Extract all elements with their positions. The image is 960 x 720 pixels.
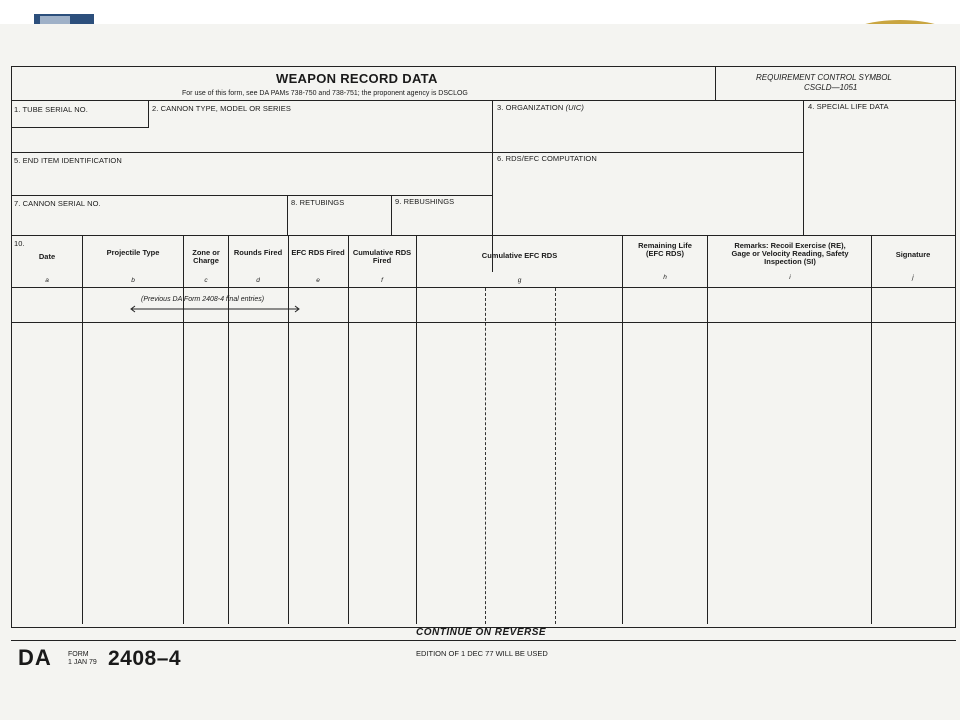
field-retubings: 8. RETUBINGS xyxy=(291,198,345,207)
col-letter-c: c xyxy=(204,277,208,284)
col-letter-g: g xyxy=(517,277,522,284)
header-divider xyxy=(715,66,716,100)
row1-div-a xyxy=(148,100,149,127)
col-header-remaining-life: Remaining Life (EFC RDS) xyxy=(638,241,692,258)
field-tube-serial: 1. TUBE SERIAL NO. xyxy=(14,105,88,114)
col-letter-f: f xyxy=(381,277,383,284)
form-subtitle: For use of this form, see DA PAMs 738-750 and 738-751; the proponent agency is DSCLOG xyxy=(182,90,468,97)
col-header-projectile-type: Projectile Type xyxy=(106,248,160,257)
form-word-label: FORM xyxy=(68,651,89,658)
edition-note: EDITION OF 1 DEC 77 WILL BE USED xyxy=(416,649,548,658)
field-cannon-serial: 7. CANNON SERIAL NO. xyxy=(14,199,101,208)
col-div-2 xyxy=(183,235,184,624)
form-frame xyxy=(11,66,956,628)
col-letter-i: i xyxy=(789,274,791,281)
col-header-efc-rds-fired: EFC RDS Fired xyxy=(291,248,345,257)
row1-div-b xyxy=(492,100,493,272)
col-g-dash-right xyxy=(555,288,556,624)
row3-div-a xyxy=(287,195,288,235)
prev-entries-rule xyxy=(11,322,956,323)
field-cannon-type: 2. CANNON TYPE, MODEL OR SERIES xyxy=(152,104,291,113)
form-word xyxy=(68,651,97,667)
table-header-rule xyxy=(11,287,956,288)
col-letter-a: a xyxy=(45,277,49,284)
col-div-1 xyxy=(82,235,83,624)
row1-div-c xyxy=(803,100,804,236)
field-organization-label: 3. ORGANIZATION xyxy=(497,103,564,112)
scanned-form-page xyxy=(0,24,960,720)
rcs-value: CSGLD—1051 xyxy=(804,83,858,92)
previous-entries-note: (Previous DA Form 2408-4 final entries) xyxy=(141,296,265,303)
col-div-8 xyxy=(707,235,708,624)
field-rebushings: 9. REBUSHINGS xyxy=(395,197,455,206)
col-header-rounds-fired: Rounds Fired xyxy=(233,248,283,257)
form-date: 1 JAN 79 xyxy=(68,659,97,667)
col-letter-d: d xyxy=(256,277,260,284)
col-div-5 xyxy=(348,235,349,624)
form-title: WEAPON RECORD DATA xyxy=(276,71,438,86)
section-10-label: 10. xyxy=(14,239,25,248)
col-header-cumulative-efc: Cumulative EFC RDS xyxy=(481,251,558,260)
row3-div-b xyxy=(391,195,392,235)
footer-rule xyxy=(11,640,956,641)
col-div-9 xyxy=(871,235,872,624)
col-header-remarks: Remarks: Recoil Exercise (RE), Gage or Velocity Reading, Safety Inspection (SI) xyxy=(731,241,849,266)
field-organization xyxy=(497,104,584,112)
header-rule xyxy=(11,100,956,101)
form-number: 2408–4 xyxy=(108,647,182,670)
col-letter-h: h xyxy=(663,274,667,281)
rcs-label: REQUIREMENT CONTROL SYMBOL xyxy=(756,73,892,82)
col-div-3 xyxy=(228,235,229,624)
col-letter-b: b xyxy=(131,277,135,284)
section10-top-rule xyxy=(11,235,956,236)
col-header-zone-charge: Zone or Charge xyxy=(192,248,220,265)
row1-rule-left xyxy=(11,127,149,128)
col-div-7 xyxy=(622,235,623,624)
col-div-6 xyxy=(416,235,417,624)
previous-entries-arrow-icon xyxy=(128,305,302,313)
col-header-date: Date xyxy=(38,252,56,261)
row1-rule-mid xyxy=(11,152,803,153)
col-letter-j: j xyxy=(912,274,914,281)
row2-rule xyxy=(11,195,493,196)
col-g-dash-left xyxy=(485,288,486,624)
da-mark: DA xyxy=(18,645,52,670)
field-rds-efc: 6. RDS/EFC COMPUTATION xyxy=(497,154,597,163)
field-special-life: 4. SPECIAL LIFE DATA xyxy=(808,102,889,111)
col-div-4 xyxy=(288,235,289,624)
field-organization-note: (UIC) xyxy=(565,103,584,112)
continue-on-reverse: CONTINUE ON REVERSE xyxy=(416,627,547,638)
col-letter-e: e xyxy=(316,277,320,284)
field-end-item: 5. END ITEM IDENTIFICATION xyxy=(14,156,122,165)
col-header-signature: Signature xyxy=(895,250,931,259)
col-header-cumulative-rds: Cumulative RDS Fired xyxy=(352,248,412,265)
